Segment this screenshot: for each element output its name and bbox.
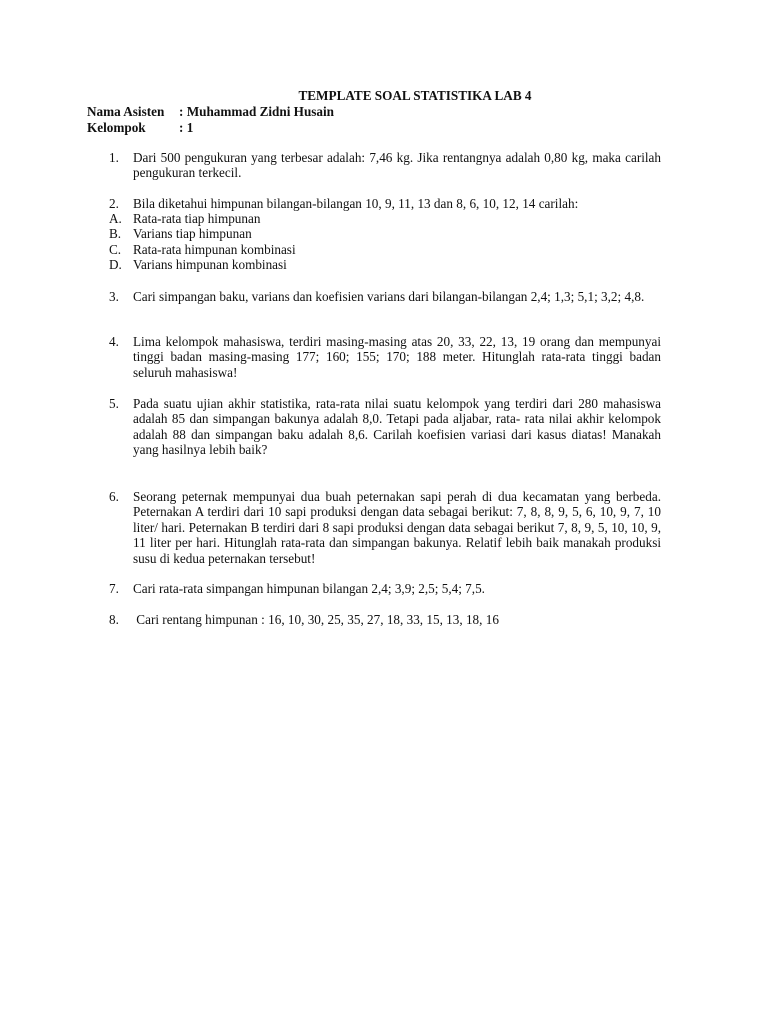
question-number: 5. [109,396,119,411]
question-number: 4. [109,334,119,349]
question-number: 6. [109,489,119,504]
item-letter: B. [109,226,122,241]
question-text: Dari 500 pengukuran yang terbesar adalah: 7,46 kg. Jika rentangnya adalah 0,80 kg, maka carilah pengukuran terkecil. [133,150,661,181]
question-8 [109,612,661,627]
assistant-value: : Muhammad Zidni Husain [179,104,334,119]
item-letter: C. [109,242,122,257]
item-text: Rata-rata tiap himpunan [133,211,261,226]
item-text: Varians himpunan kombinasi [133,257,287,272]
question-text: Seorang peternak mempunyai dua buah peternakan sapi perah di dua kecamatan yang berbeda. Peternakan A terdiri dari 10 sapi produksi dengan data sebagai berikut: 7, 8, 8, 9, 5, 6, 10, 9, 7, 10 liter/ hari. Peternakan B terdiri dari 8 sapi produksi dengan data sebagai berikut 7, 8, 9, 5, 10, 10, 9, 11 liter per hari. Hitunglah rata-rata dan simpangan bakunya. Relatif lebih baik manakah produksi susu di kedua peternakan tersebut! [133,489,661,566]
group-label: Kelompok [87,120,146,135]
group-value: : 1 [179,120,194,135]
item-letter: D. [109,257,122,272]
question-2 [109,196,661,211]
question-2-item-a [109,211,260,226]
question-number: 8. [109,612,119,627]
question-2-item-c [109,242,296,257]
question-number: 3. [109,289,119,304]
document-title: TEMPLATE SOAL STATISTIKA LAB 4 [298,88,532,103]
question-7 [109,581,661,596]
question-number: 1. [109,150,119,165]
question-text: Pada suatu ujian akhir statistika, rata-rata nilai suatu kelompok yang terdiri dari 280 mahasiswa adalah 85 dan simpangan bakunya adalah 8,0. Tetapi pada aljabar, rata- rata nilai akhir kelompok adalah 88 dan simpangan baku adalah 8,6. Carilah koefisien variasi dari kasus diatas! Manakah yang hasilnya lebih baik? [133,396,661,458]
question-1 [109,150,661,181]
question-3 [109,289,661,304]
assistant-row [87,104,334,119]
item-letter: A. [109,211,122,226]
item-text: Varians tiap himpunan [133,226,252,241]
question-4 [109,334,661,380]
question-5 [109,396,661,458]
question-2-item-b [109,226,252,241]
question-text: Cari rentang himpunan : 16, 10, 30, 25, 35, 27, 18, 33, 15, 13, 18, 16 [133,612,499,627]
question-text: Cari simpangan baku, varians dan koefisien varians dari bilangan-bilangan 2,4; 1,3; 5,1; 3,2; 4,8. [133,289,645,304]
question-text: Bila diketahui himpunan bilangan-bilangan 10, 9, 11, 13 dan 8, 6, 10, 12, 14 carilah: [133,196,579,211]
question-text: Lima kelompok mahasiswa, terdiri masing-masing atas 20, 33, 22, 13, 19 orang dan mempunyai tinggi badan masing-masing 177; 160; 155; 170; 188 meter. Hitunglah rata-rata tinggi badan seluruh mahasiswa! [133,334,661,380]
question-2-item-d [109,257,287,272]
item-text: Rata-rata himpunan kombinasi [133,242,296,257]
assistant-label: Nama Asisten [87,104,165,119]
question-text: Cari rata-rata simpangan himpunan bilangan 2,4; 3,9; 2,5; 5,4; 7,5. [133,581,485,596]
question-number: 7. [109,581,119,596]
question-number: 2. [109,196,119,211]
question-6 [109,489,661,566]
group-row [87,120,193,135]
